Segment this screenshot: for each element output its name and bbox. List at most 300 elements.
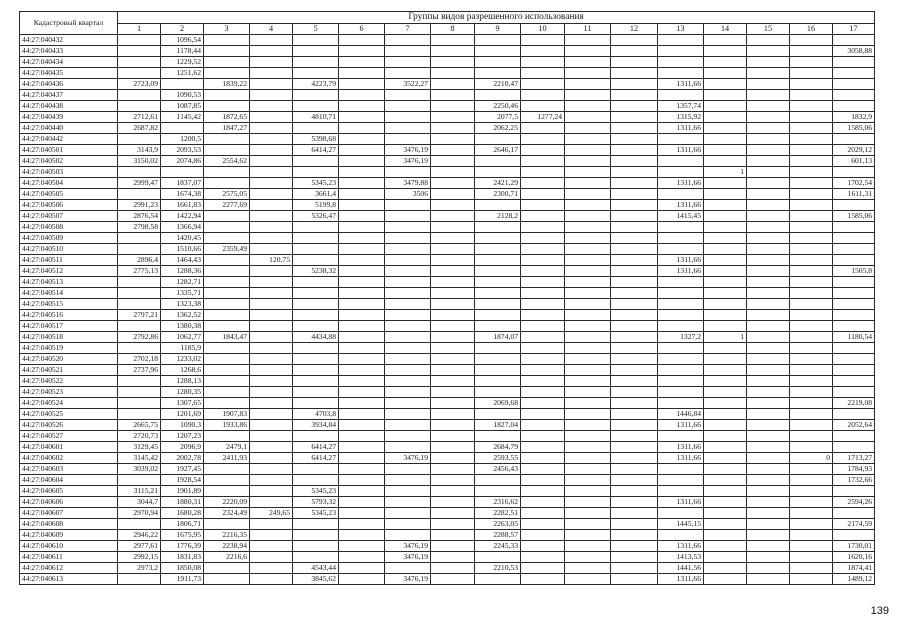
- value-cell-col-2: 1185,9: [161, 343, 204, 354]
- empty-cell: [339, 519, 385, 530]
- empty-cell: [704, 57, 747, 68]
- empty-cell: [704, 552, 747, 563]
- value-cell-col-2: 1096,54: [161, 35, 204, 46]
- empty-cell: [118, 134, 161, 145]
- empty-cell: [385, 123, 431, 134]
- empty-cell: [250, 35, 293, 46]
- value-cell-col-2: 1911,73: [161, 574, 204, 585]
- value-cell-col-2: 1288,13: [161, 376, 204, 387]
- empty-cell: [385, 101, 431, 112]
- cadastral-quarter-cell: 44:27:040515: [20, 299, 118, 310]
- value-cell-col-1: 3044,7: [118, 497, 161, 508]
- empty-cell: [611, 35, 658, 46]
- cadastral-quarter-cell: 44:27:040603: [20, 464, 118, 475]
- empty-cell: [704, 519, 747, 530]
- empty-cell: [704, 541, 747, 552]
- empty-cell: [521, 343, 565, 354]
- empty-cell: [521, 46, 565, 57]
- empty-cell: [385, 409, 431, 420]
- cadastral-quarter-cell: 44:27:040517: [20, 321, 118, 332]
- cadastral-quarter-cell: 44:27:040520: [20, 354, 118, 365]
- empty-cell: [293, 123, 339, 134]
- empty-cell: [339, 211, 385, 222]
- empty-cell: [833, 288, 875, 299]
- cadastral-quarter-cell: 44:27:040601: [20, 442, 118, 453]
- empty-cell: [339, 123, 385, 134]
- empty-cell: [790, 222, 833, 233]
- value-cell-col-5: 4434,88: [293, 332, 339, 343]
- empty-cell: [293, 244, 339, 255]
- empty-cell: [790, 211, 833, 222]
- empty-cell: [431, 541, 475, 552]
- empty-cell: [385, 332, 431, 343]
- empty-cell: [250, 46, 293, 57]
- empty-cell: [790, 112, 833, 123]
- empty-cell: [385, 475, 431, 486]
- empty-cell: [339, 68, 385, 79]
- empty-cell: [250, 178, 293, 189]
- empty-cell: [658, 354, 704, 365]
- value-cell-col-1: 2896,4: [118, 255, 161, 266]
- empty-cell: [747, 541, 790, 552]
- empty-cell: [565, 68, 611, 79]
- empty-cell: [475, 574, 521, 585]
- cadastral-quarter-cell: 44:27:040514: [20, 288, 118, 299]
- value-cell-col-2: 1251,62: [161, 68, 204, 79]
- cadastral-quarter-cell: 44:27:040433: [20, 46, 118, 57]
- empty-cell: [704, 453, 747, 464]
- empty-cell: [339, 112, 385, 123]
- empty-cell: [565, 145, 611, 156]
- empty-cell: [431, 508, 475, 519]
- empty-cell: [204, 574, 250, 585]
- empty-cell: [790, 233, 833, 244]
- empty-cell: [611, 68, 658, 79]
- empty-cell: [704, 387, 747, 398]
- table-row: [20, 552, 875, 563]
- empty-cell: [118, 409, 161, 420]
- empty-cell: [611, 178, 658, 189]
- empty-cell: [790, 552, 833, 563]
- empty-cell: [431, 123, 475, 134]
- value-cell-col-13: 1311,66: [658, 497, 704, 508]
- value-cell-col-13: 1311,66: [658, 200, 704, 211]
- empty-cell: [521, 145, 565, 156]
- empty-cell: [293, 519, 339, 530]
- empty-cell: [747, 57, 790, 68]
- empty-cell: [704, 442, 747, 453]
- empty-cell: [250, 420, 293, 431]
- empty-cell: [339, 530, 385, 541]
- value-cell-col-2: 1207,23: [161, 431, 204, 442]
- empty-cell: [658, 343, 704, 354]
- cadastral-quarter-cell: 44:27:040607: [20, 508, 118, 519]
- table-row: [20, 574, 875, 585]
- empty-cell: [521, 387, 565, 398]
- empty-cell: [790, 387, 833, 398]
- empty-cell: [747, 101, 790, 112]
- empty-cell: [704, 101, 747, 112]
- value-cell-col-2: 1090,53: [161, 90, 204, 101]
- value-cell-col-1: 2973,2: [118, 563, 161, 574]
- empty-cell: [204, 475, 250, 486]
- empty-cell: [611, 409, 658, 420]
- table-row: [20, 90, 875, 101]
- empty-cell: [565, 299, 611, 310]
- empty-cell: [118, 244, 161, 255]
- empty-cell: [431, 464, 475, 475]
- empty-cell: [747, 46, 790, 57]
- empty-cell: [790, 420, 833, 431]
- column-number-16: 16: [790, 24, 833, 35]
- empty-cell: [790, 321, 833, 332]
- empty-cell: [521, 431, 565, 442]
- empty-cell: [431, 519, 475, 530]
- empty-cell: [250, 57, 293, 68]
- empty-cell: [611, 354, 658, 365]
- table-row: [20, 486, 875, 497]
- value-cell-col-3: 2479,1: [204, 442, 250, 453]
- table-row: [20, 541, 875, 552]
- empty-cell: [521, 101, 565, 112]
- empty-cell: [431, 321, 475, 332]
- column-number-14: 14: [704, 24, 747, 35]
- table-row: [20, 365, 875, 376]
- value-cell-col-9: 2062,25: [475, 123, 521, 134]
- value-cell-col-5: 5326,47: [293, 211, 339, 222]
- empty-cell: [611, 288, 658, 299]
- value-cell-col-13: 1445,15: [658, 519, 704, 530]
- value-cell-col-2: 1062,77: [161, 332, 204, 343]
- empty-cell: [658, 244, 704, 255]
- value-cell-col-9: 2684,79: [475, 442, 521, 453]
- empty-cell: [250, 68, 293, 79]
- empty-cell: [521, 68, 565, 79]
- empty-cell: [790, 376, 833, 387]
- value-cell-col-9: 2210,53: [475, 563, 521, 574]
- empty-cell: [431, 255, 475, 266]
- empty-cell: [611, 167, 658, 178]
- empty-cell: [250, 343, 293, 354]
- empty-cell: [704, 189, 747, 200]
- empty-cell: [431, 46, 475, 57]
- cadastral-quarter-cell: 44:27:040527: [20, 431, 118, 442]
- empty-cell: [521, 486, 565, 497]
- empty-cell: [658, 486, 704, 497]
- empty-cell: [339, 167, 385, 178]
- empty-cell: [747, 299, 790, 310]
- empty-cell: [704, 222, 747, 233]
- empty-cell: [521, 563, 565, 574]
- empty-cell: [475, 200, 521, 211]
- value-cell-col-13: 1357,74: [658, 101, 704, 112]
- table-row: [20, 123, 875, 134]
- value-cell-col-17: 2174,59: [833, 519, 875, 530]
- value-cell-col-17: 1489,12: [833, 574, 875, 585]
- empty-cell: [565, 574, 611, 585]
- empty-cell: [431, 244, 475, 255]
- empty-cell: [521, 200, 565, 211]
- empty-cell: [704, 178, 747, 189]
- empty-cell: [431, 200, 475, 211]
- empty-cell: [204, 354, 250, 365]
- empty-cell: [339, 134, 385, 145]
- value-cell-col-1: 3143,9: [118, 145, 161, 156]
- empty-cell: [747, 79, 790, 90]
- empty-cell: [833, 200, 875, 211]
- empty-cell: [293, 365, 339, 376]
- cadastral-value-table: [19, 11, 875, 585]
- value-cell-col-9: 2263,05: [475, 519, 521, 530]
- empty-cell: [431, 530, 475, 541]
- empty-cell: [339, 475, 385, 486]
- value-cell-col-1: 2876,54: [118, 211, 161, 222]
- value-cell-col-2: 1675,95: [161, 530, 204, 541]
- value-cell-col-2: 1464,43: [161, 255, 204, 266]
- empty-cell: [565, 563, 611, 574]
- empty-cell: [339, 563, 385, 574]
- empty-cell: [250, 222, 293, 233]
- cadastral-quarter-cell: 44:27:040507: [20, 211, 118, 222]
- empty-cell: [833, 79, 875, 90]
- empty-cell: [431, 387, 475, 398]
- empty-cell: [293, 46, 339, 57]
- value-cell-col-2: 1420,45: [161, 233, 204, 244]
- value-cell-col-2: 1307,65: [161, 398, 204, 409]
- empty-cell: [790, 530, 833, 541]
- value-cell-col-13: 1315,92: [658, 112, 704, 123]
- empty-cell: [790, 574, 833, 585]
- empty-cell: [565, 112, 611, 123]
- empty-cell: [250, 409, 293, 420]
- empty-cell: [747, 519, 790, 530]
- empty-cell: [250, 332, 293, 343]
- value-cell-col-17: 1784,93: [833, 464, 875, 475]
- table-row: [20, 332, 875, 343]
- value-cell-col-3: 2359,49: [204, 244, 250, 255]
- value-cell-col-17: 1702,54: [833, 178, 875, 189]
- empty-cell: [790, 464, 833, 475]
- empty-cell: [475, 354, 521, 365]
- empty-cell: [611, 266, 658, 277]
- empty-cell: [118, 90, 161, 101]
- empty-cell: [339, 409, 385, 420]
- empty-cell: [704, 398, 747, 409]
- empty-cell: [385, 167, 431, 178]
- value-cell-col-5: 4703,8: [293, 409, 339, 420]
- empty-cell: [611, 134, 658, 145]
- value-cell-col-2: 1087,85: [161, 101, 204, 112]
- empty-cell: [293, 288, 339, 299]
- value-cell-col-9: 2300,71: [475, 189, 521, 200]
- empty-cell: [747, 233, 790, 244]
- empty-cell: [204, 310, 250, 321]
- empty-cell: [204, 343, 250, 354]
- empty-cell: [475, 90, 521, 101]
- value-cell-col-1: 2798,58: [118, 222, 161, 233]
- empty-cell: [431, 332, 475, 343]
- cadastral-quarter-header: Кадастровый квартал: [20, 12, 118, 35]
- empty-cell: [833, 68, 875, 79]
- empty-cell: [747, 68, 790, 79]
- empty-cell: [747, 178, 790, 189]
- empty-cell: [385, 486, 431, 497]
- column-number-2: 2: [161, 24, 204, 35]
- cadastral-quarter-cell: 44:27:040608: [20, 519, 118, 530]
- empty-cell: [431, 68, 475, 79]
- value-cell-col-16: 0: [790, 453, 833, 464]
- empty-cell: [250, 530, 293, 541]
- empty-cell: [790, 266, 833, 277]
- empty-cell: [658, 321, 704, 332]
- empty-cell: [611, 387, 658, 398]
- value-cell-col-3: 1847,27: [204, 123, 250, 134]
- empty-cell: [339, 508, 385, 519]
- cadastral-quarter-cell: 44:27:040611: [20, 552, 118, 563]
- value-cell-col-2: 1288,36: [161, 266, 204, 277]
- empty-cell: [790, 398, 833, 409]
- value-cell-col-5: 4223,79: [293, 79, 339, 90]
- cadastral-quarter-cell: 44:27:040526: [20, 420, 118, 431]
- empty-cell: [431, 420, 475, 431]
- value-cell-col-1: 2999,47: [118, 178, 161, 189]
- empty-cell: [833, 365, 875, 376]
- empty-cell: [833, 90, 875, 101]
- empty-cell: [611, 574, 658, 585]
- value-cell-col-1: 2946,22: [118, 530, 161, 541]
- empty-cell: [293, 233, 339, 244]
- value-cell-col-9: 2077,5: [475, 112, 521, 123]
- empty-cell: [747, 244, 790, 255]
- value-cell-col-3: 1843,47: [204, 332, 250, 343]
- empty-cell: [611, 79, 658, 90]
- cadastral-quarter-cell: 44:27:040436: [20, 79, 118, 90]
- empty-cell: [611, 442, 658, 453]
- empty-cell: [475, 299, 521, 310]
- value-cell-col-2: 1510,66: [161, 244, 204, 255]
- column-number-6: 6: [339, 24, 385, 35]
- table-row: [20, 398, 875, 409]
- value-cell-col-9: 2282,51: [475, 508, 521, 519]
- empty-cell: [250, 277, 293, 288]
- empty-cell: [250, 387, 293, 398]
- empty-cell: [521, 288, 565, 299]
- empty-cell: [293, 321, 339, 332]
- empty-cell: [339, 442, 385, 453]
- empty-cell: [747, 200, 790, 211]
- value-cell-col-9: 1874,07: [475, 332, 521, 343]
- value-cell-col-1: 2992,15: [118, 552, 161, 563]
- empty-cell: [521, 541, 565, 552]
- empty-cell: [475, 46, 521, 57]
- empty-cell: [565, 310, 611, 321]
- empty-cell: [475, 552, 521, 563]
- empty-cell: [250, 145, 293, 156]
- empty-cell: [118, 46, 161, 57]
- empty-cell: [704, 299, 747, 310]
- cadastral-quarter-cell: 44:27:040505: [20, 189, 118, 200]
- empty-cell: [747, 354, 790, 365]
- value-cell-col-1: 2792,86: [118, 332, 161, 343]
- value-cell-col-14: 1: [704, 332, 747, 343]
- value-cell-col-2: 1145,42: [161, 112, 204, 123]
- table-row: [20, 200, 875, 211]
- empty-cell: [611, 321, 658, 332]
- table-row: [20, 244, 875, 255]
- empty-cell: [565, 387, 611, 398]
- empty-cell: [565, 475, 611, 486]
- value-cell-col-13: 1446,84: [658, 409, 704, 420]
- empty-cell: [704, 255, 747, 266]
- empty-cell: [431, 574, 475, 585]
- empty-cell: [385, 233, 431, 244]
- empty-cell: [250, 574, 293, 585]
- table-row: [20, 420, 875, 431]
- value-cell-col-2: 1362,52: [161, 310, 204, 321]
- cadastral-value-table-sheet: [19, 11, 875, 585]
- empty-cell: [704, 156, 747, 167]
- empty-cell: [204, 288, 250, 299]
- empty-cell: [339, 222, 385, 233]
- empty-cell: [611, 156, 658, 167]
- value-cell-col-1: 2665,75: [118, 420, 161, 431]
- empty-cell: [833, 409, 875, 420]
- empty-cell: [204, 563, 250, 574]
- value-cell-col-2: 1837,07: [161, 178, 204, 189]
- empty-cell: [250, 475, 293, 486]
- column-number-1: 1: [118, 24, 161, 35]
- empty-cell: [475, 343, 521, 354]
- column-number-7: 7: [385, 24, 431, 35]
- empty-cell: [747, 211, 790, 222]
- empty-cell: [704, 420, 747, 431]
- cadastral-quarter-cell: 44:27:040604: [20, 475, 118, 486]
- value-cell-col-13: 1311,66: [658, 541, 704, 552]
- empty-cell: [293, 255, 339, 266]
- empty-cell: [658, 57, 704, 68]
- empty-cell: [611, 46, 658, 57]
- value-cell-col-13: 1311,66: [658, 442, 704, 453]
- empty-cell: [833, 530, 875, 541]
- empty-cell: [833, 101, 875, 112]
- table-row: [20, 321, 875, 332]
- value-cell-col-3: 2554,62: [204, 156, 250, 167]
- value-cell-col-1: 2775,13: [118, 266, 161, 277]
- empty-cell: [431, 79, 475, 90]
- value-cell-col-2: 1233,02: [161, 354, 204, 365]
- value-cell-col-1: 2977,61: [118, 541, 161, 552]
- empty-cell: [790, 332, 833, 343]
- cadastral-quarter-cell: 44:27:040509: [20, 233, 118, 244]
- empty-cell: [565, 332, 611, 343]
- value-cell-col-4: 120,75: [250, 255, 293, 266]
- empty-cell: [704, 530, 747, 541]
- value-cell-col-1: 2723,09: [118, 79, 161, 90]
- empty-cell: [521, 519, 565, 530]
- table-row: [20, 387, 875, 398]
- empty-cell: [161, 167, 204, 178]
- value-cell-col-5: 5238,32: [293, 266, 339, 277]
- empty-cell: [339, 277, 385, 288]
- empty-cell: [833, 57, 875, 68]
- empty-cell: [118, 277, 161, 288]
- empty-cell: [431, 112, 475, 123]
- empty-cell: [293, 387, 339, 398]
- empty-cell: [565, 365, 611, 376]
- cadastral-quarter-cell: 44:27:040518: [20, 332, 118, 343]
- value-cell-col-1: 3039,02: [118, 464, 161, 475]
- table-row: [20, 442, 875, 453]
